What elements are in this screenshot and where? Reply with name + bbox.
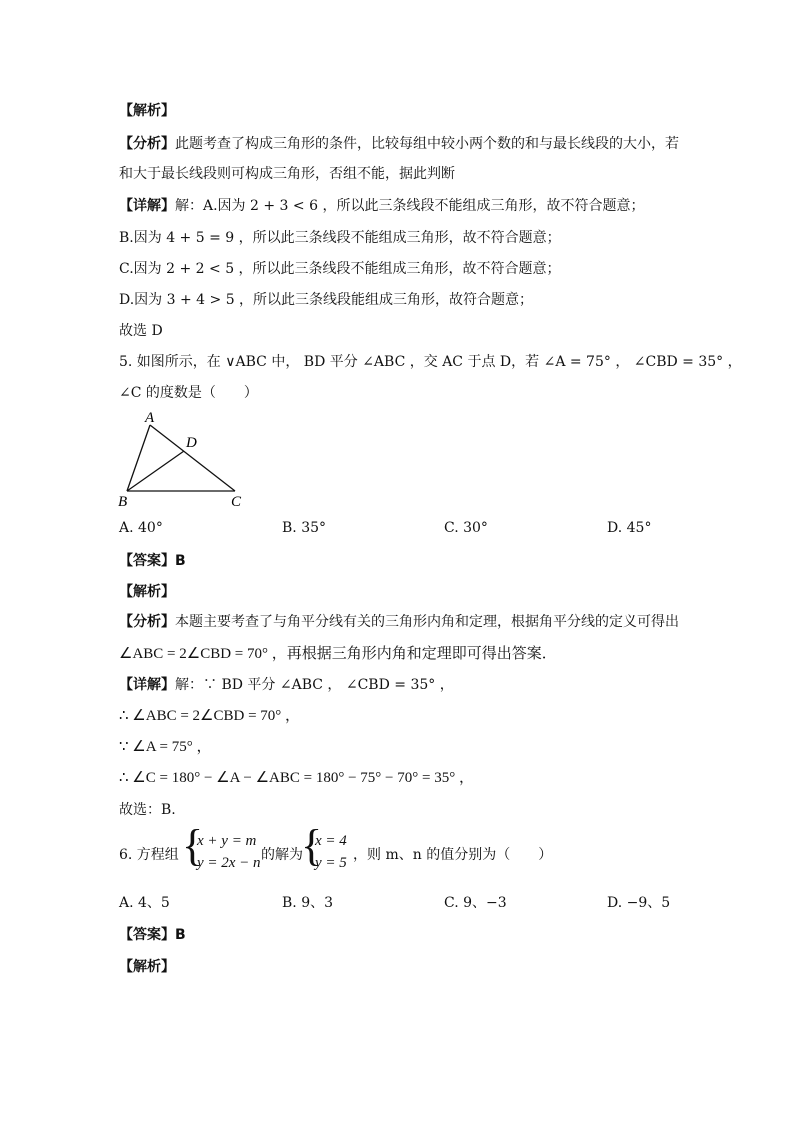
q6-stem (119, 821, 719, 878)
q6-system-2 (315, 830, 347, 874)
conclusion: 故选 D (119, 323, 163, 339)
fenxi-text: 此题考查了构成三角形的条件，比较每组中较小两个数的和与最长线段的大小，若 (175, 136, 679, 152)
q5-xiangjie-line-1 (119, 675, 454, 695)
q6-brace-1: { (182, 821, 204, 870)
q5-option-c: C. 30° (444, 520, 488, 536)
q6-answer: 【答案】B (119, 927, 186, 943)
xiangjie-label: 【详解】 (119, 198, 175, 214)
q5-xiangjie-text: 解：∵ BD 平分 ∠ABC ， ∠CBD = 35° ， (175, 677, 454, 693)
fenxi-line-2: 和大于最长线段则可构成三角形，否组不能，据此判断 (119, 166, 455, 182)
q6-option-b: B. 9、3 (282, 895, 334, 911)
q5-option-a: A. 40° (119, 520, 163, 536)
q5-fenxi-label: 【分析】 (119, 614, 175, 630)
q5-step-4: ∴ ∠C = 180° − ∠A − ∠ABC = 180° − 75° − 70° = 35° ， (119, 770, 474, 786)
vertex-c-label: C (231, 494, 242, 510)
q6-prefix: 6. 方程组 (119, 847, 179, 863)
q5-option-b: B. 35° (282, 520, 327, 536)
q5-answer: 【答案】B (119, 553, 186, 569)
xiangjie-line-c: C.因为 2 + 2 < 5 ，所以此三条线段不能组成三角形，故不符合题意； (119, 261, 561, 277)
q6-option-d: D. −9、5 (607, 895, 671, 911)
vertex-d-label: D (186, 435, 197, 451)
q5-fenxi-line-1 (119, 612, 679, 632)
q5-fenxi-text: 本题主要考查了与角平分线有关的三角形内角和定理，根据角平分线的定义可得出 (175, 614, 679, 630)
q6-brace-2: { (301, 821, 323, 870)
xiangjie-line-b: B.因为 4 + 5 = 9 ，所以此三条线段不能组成三角形，故不符合题意； (119, 230, 561, 246)
xiangjie-line-d: D.因为 3 + 4 > 5 ，所以此三条线段能组成三角形，故符合题意； (119, 292, 534, 308)
q5-fenxi-line-2: ∠ABC = 2∠CBD = 70° ，再根据三角形内角和定理即可得出答案． (119, 646, 557, 662)
q5-step-2: ∴ ∠ABC = 2∠CBD = 70° ， (119, 708, 301, 724)
q5-conclusion: 故选：B. (119, 802, 176, 818)
jiexi-heading: 【解析】 (119, 103, 175, 119)
xiangjie-text: 解：A.因为 2 + 3 < 6 ，所以此三条线段不能组成三角形，故不符合题意； (175, 198, 645, 214)
xiangjie-line-a (119, 196, 644, 216)
q5-xiangjie-label: 【详解】 (119, 677, 175, 693)
q5-stem-1: 5. 如图所示，在 ∨ABC 中， BD 平分 ∠ABC ，交 AC 于点 D，若 ∠A = 75° ， ∠CBD = 35° ， (119, 354, 742, 370)
q6-eq1: x + y = m (197, 833, 257, 849)
q6-sol1: x = 4 (315, 833, 347, 849)
vertex-b-label: B (118, 494, 128, 510)
q6-mid: 的解为 (261, 847, 303, 863)
q5-option-d: D. 45° (607, 520, 652, 536)
q5-step-3: ∵ ∠A = 75° ， (119, 739, 212, 755)
q6-sol2: y = 5 (315, 855, 347, 871)
vertex-a-label: A (145, 410, 155, 426)
q5-stem-2: ∠C 的度数是（ ） (119, 385, 258, 401)
q5-jiexi-heading: 【解析】 (119, 584, 175, 600)
q6-system-1 (197, 830, 261, 874)
q6-eq2: y = 2x − n (197, 855, 261, 871)
q6-option-c: C. 9、−3 (444, 895, 507, 911)
fenxi-line-1 (119, 134, 679, 154)
q6-suffix: ，则 m、n 的值分别为（ ） (353, 847, 553, 863)
triangle-figure (115, 408, 255, 513)
q6-option-a: A. 4、5 (119, 895, 170, 911)
q6-jiexi-heading: 【解析】 (119, 959, 175, 975)
fenxi-label: 【分析】 (119, 136, 175, 152)
